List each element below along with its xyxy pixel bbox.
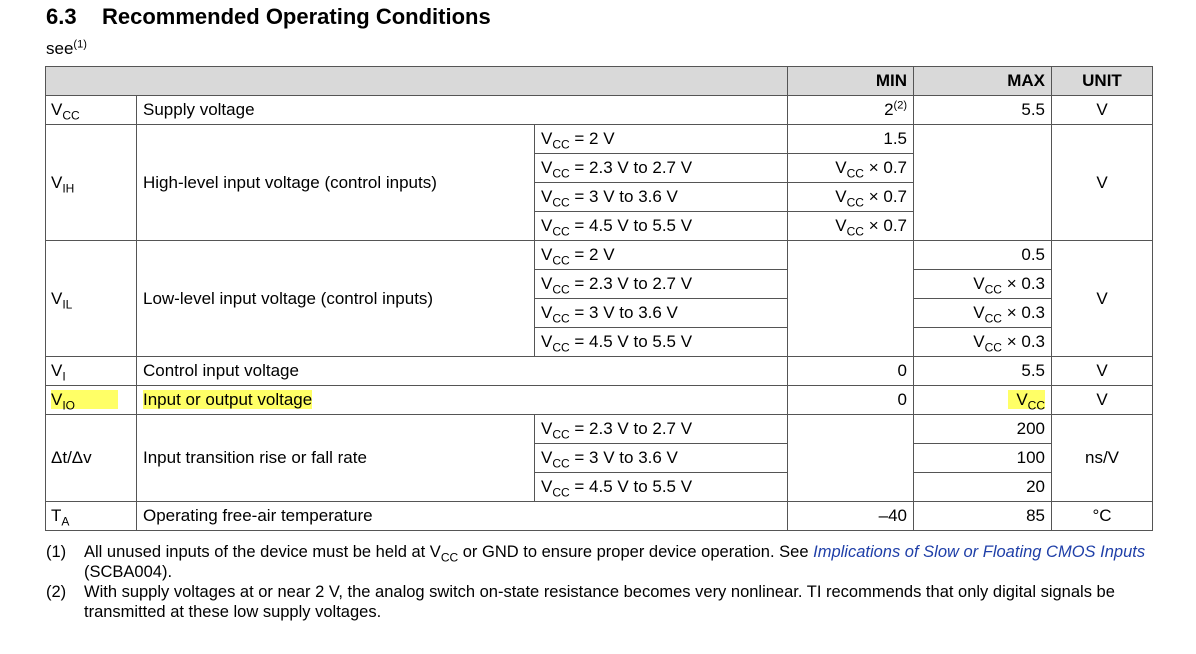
condition-cell: $V_{CC} = 4.5$ V to 5.5 V [535,328,788,357]
condition-cell: $V_{CC} = 2.3$ V to 2.7 V [535,415,788,444]
parameter-cell: Low-level input voltage (control inputs) [137,241,535,357]
unit-cell: ns/V [1052,415,1153,502]
min-cell: –40 [788,502,914,531]
footnote-number: (2) [46,583,67,601]
header-min: MIN [788,67,914,96]
see-footnote-ref: see$^{(1)}$ [46,38,87,58]
symbol-cell [46,386,137,415]
min-cell [788,415,914,444]
table-header-row [46,67,1153,96]
symbol-cell: $V_{IH}$ [46,125,137,241]
highlight-mark: $V_{IO}$ [51,390,118,409]
parameter-cell: Supply voltage [137,96,788,125]
min-cell: 0 [788,357,914,386]
highlight-mark: Input or output voltage [143,390,313,409]
min-cell [788,328,914,357]
symbol-cell: Δt/Δv [46,415,137,502]
max-cell: 20 [914,473,1052,502]
header-unit: UNIT [1052,67,1153,96]
max-cell: 0.5 [914,241,1052,270]
operating-conditions-table [45,66,1153,531]
min-cell: $V_{CC} \times 0.7$ [788,154,914,183]
max-cell [914,125,1052,154]
parameter-cell: Control input voltage [137,357,788,386]
condition-cell: $V_{CC} = 4.5$ V to 5.5 V [535,473,788,502]
table-row [46,96,1153,125]
condition-cell: $V_{CC} = 3$ V to 3.6 V [535,183,788,212]
condition-cell: $V_{CC} = 3$ V to 3.6 V [535,444,788,473]
footnote-2 [46,582,1166,622]
symbol-cell: $V_{CC}$ [46,96,137,125]
unit-cell: V [1052,386,1153,415]
min-cell: 0 [788,386,914,415]
symbol-cell: $T_A$ [46,502,137,531]
max-cell [914,212,1052,241]
parameter-cell: Input transition rise or fall rate [137,415,535,502]
unit-cell: V [1052,241,1153,357]
min-cell [788,241,914,270]
min-cell: 2$^{(2)}$ [788,96,914,125]
footnote-1 [46,542,1166,582]
condition-cell: $V_{CC} = 4.5$ V to 5.5 V [535,212,788,241]
footnote-link[interactable]: Implications of Slow or Floating CMOS Inputs [813,543,1146,561]
min-cell: $V_{CC} \times 0.7$ [788,212,914,241]
symbol-cell: $V_{IL}$ [46,241,137,357]
max-cell [914,183,1052,212]
table-row-highlighted [46,386,1153,415]
footnote-text: With supply voltages at or near 2 V, the analog switch on-state resistance becomes very nonlinear. TI recommends that only digital signals be transmitted at these low supply voltages. [84,583,1115,621]
table-row [46,125,1153,154]
condition-cell: $V_{CC} = 3$ V to 3.6 V [535,299,788,328]
max-cell: $V_{CC} \times 0.3$ [914,299,1052,328]
unit-cell: V [1052,357,1153,386]
highlight-mark: $V_{CC}$ [1008,390,1045,409]
min-cell: 1.5 [788,125,914,154]
max-cell [914,386,1052,415]
parameter-cell: Operating free-air temperature [137,502,788,531]
min-cell [788,444,914,473]
min-cell [788,299,914,328]
footnote-text: All unused inputs of the device must be held at $V_{CC}$ or GND to ensure proper device operation. See Implications of Slow or Floating CMOS Inputs (SCBA004). [84,543,1146,581]
max-cell [914,154,1052,183]
table-row [46,502,1153,531]
parameter-cell: High-level input voltage (control inputs) [137,125,535,241]
condition-cell: $V_{CC} = 2.3$ V to 2.7 V [535,270,788,299]
max-cell: $V_{CC} \times 0.3$ [914,328,1052,357]
footnote-number: (1) [46,543,67,561]
symbol-cell: $V_I$ [46,357,137,386]
max-cell: 100 [914,444,1052,473]
section-number: 6.3 [46,4,77,29]
condition-cell: $V_{CC} = 2$ V [535,125,788,154]
parameter-cell [137,386,788,415]
unit-cell: °C [1052,502,1153,531]
table-row [46,415,1153,444]
max-cell: 200 [914,415,1052,444]
table-row [46,241,1153,270]
unit-cell: V [1052,125,1153,241]
min-cell [788,473,914,502]
table-row [46,357,1153,386]
max-cell: $V_{CC} \times 0.3$ [914,270,1052,299]
max-cell: 5.5 [914,96,1052,125]
max-cell: 5.5 [914,357,1052,386]
section-title [46,4,491,30]
condition-cell: $V_{CC} = 2.3$ V to 2.7 V [535,154,788,183]
min-cell: $V_{CC} \times 0.7$ [788,183,914,212]
footnotes [46,542,1166,622]
unit-cell: V [1052,96,1153,125]
header-max: MAX [914,67,1052,96]
section-title-text: Recommended Operating Conditions [102,4,491,29]
max-cell: 85 [914,502,1052,531]
condition-cell: $V_{CC} = 2$ V [535,241,788,270]
min-cell [788,270,914,299]
